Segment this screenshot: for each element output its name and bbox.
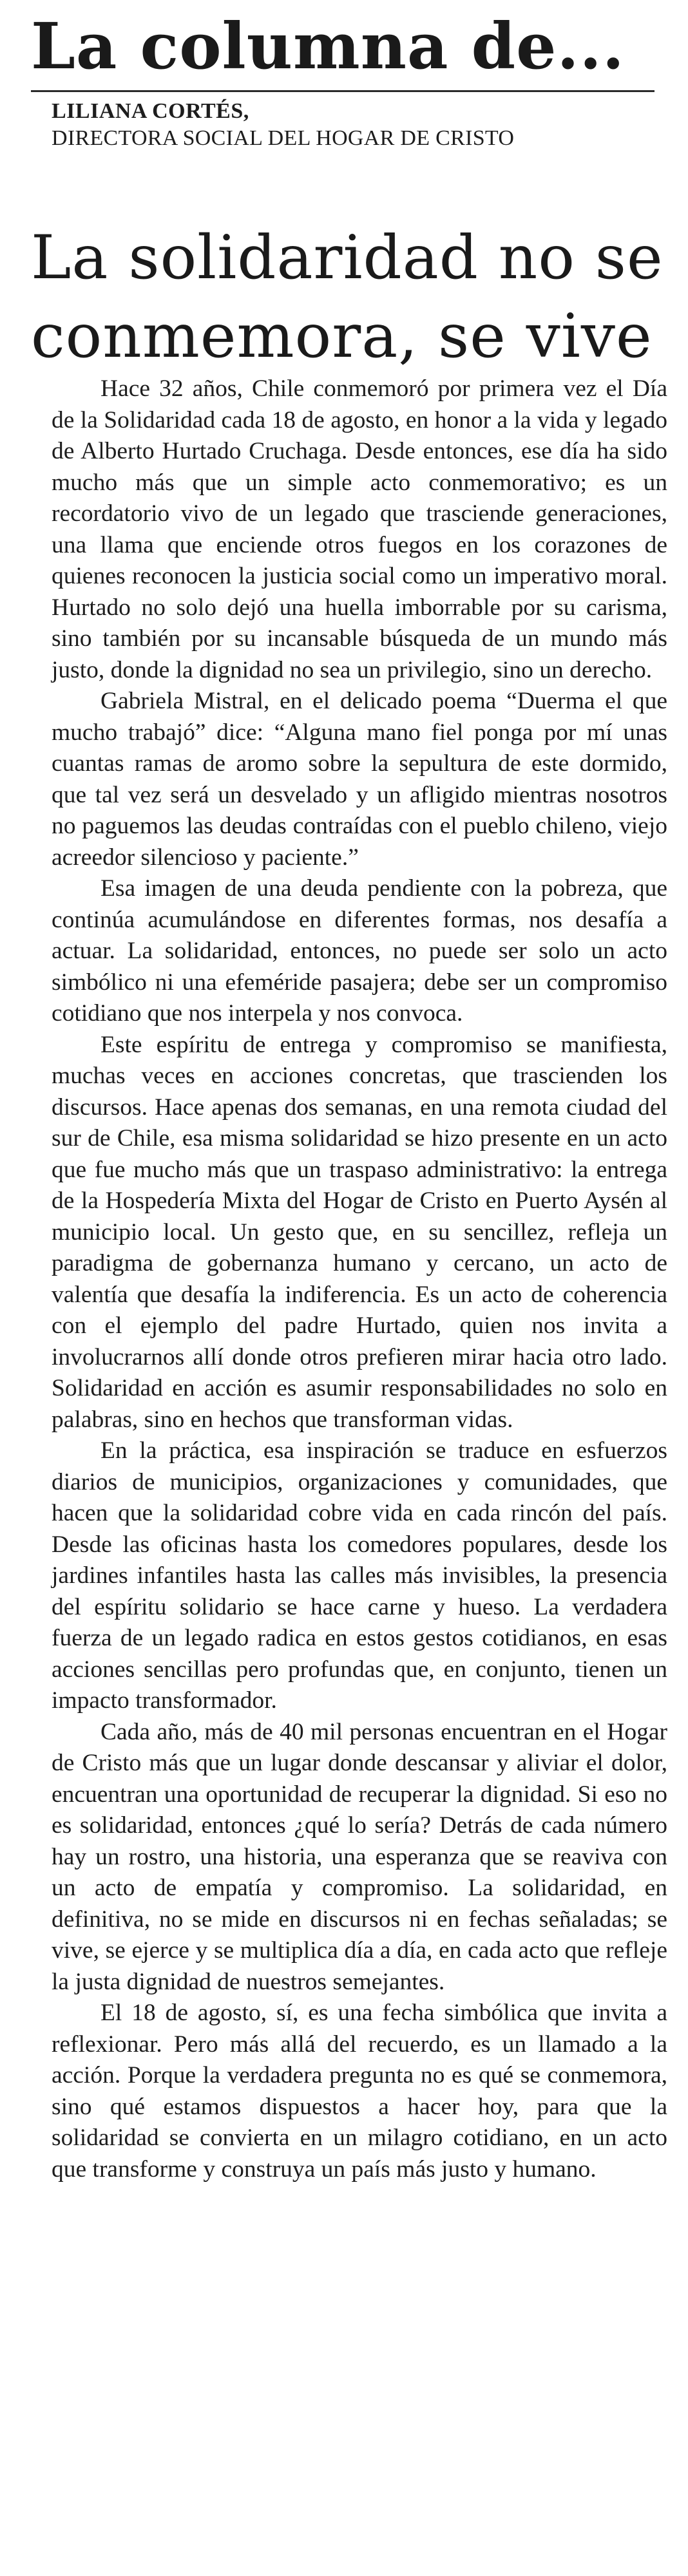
article-paragraph: Cada año, más de 40 mil personas encuentran en el Hogar de Cristo más que un lugar donde descansar y aliviar el dolor, encuentran una oportunidad de recuperar la dignidad. Si eso no es solidaridad, entonces ¿qué lo sería? Detrás de cada número hay un rostro, una historia, una esperanza que se reaviva con un acto de empatía y compromiso. La solidaridad, en definitiva, no se mide en discursos ni en fechas señaladas; se vive, se ejerce y se multiplica día a día, en cada acto que refleje la justa dignidad de nuestros semejantes. [52,1718,667,1995]
author-role: DIRECTORA SOCIAL DEL HOGAR DE CRISTO [52,126,515,150]
article-paragraph: Gabriela Mistral, en el delicado poema “Duerma el que mucho trabajó” dice: “Alguna mano fiel ponga por mí unas cuantas ramas de aromo sobre la sepultura de este dormido, que tal vez será un desvelado y un afligido mientras nosotros no paguemos las deudas contraídas con el pueblo chileno, viejo acreedor silencioso y paciente.” [52,688,667,871]
article-paragraph: Este espíritu de entrega y compromiso se manifiesta, muchas veces en acciones concretas, que trascienden los discursos. Hace apenas dos semanas, en una remota ciudad del sur de Chile, esa misma solidaridad se hizo presente en un acto que fue mucho más que un traspaso administrativo: la entrega de la Hospedería Mixta del Hogar de Cristo en Puerto Aysén al municipio local. Un gesto que, en su sencillez, refleja un paradigma de gobernanza humano y cercano, un acto de valentía que desafía la indiferencia. Es un acto de coherencia con el ejemplo del padre Hurtado, quien nos invita a involucrarnos allí donde otros prefieren mirar hacia otro lado. Solidaridad en acción es asumir responsabilidades no solo en palabras, sino en hechos que transforman vidas. [52,1031,667,1433]
column-section-title: La columna de... [31,10,625,84]
header-divider [31,90,655,92]
author-name: LILIANA CORTÉS, [52,99,249,123]
article-paragraph: Esa imagen de una deuda pendiente con la pobreza, que continúa acumulándose en diferentes formas, nos desafía a actuar. La solidaridad, entonces, no puede ser solo un acto simbólico ni una efeméride pasajera; debe ser un compromiso cotidiano que nos interpela y nos convoca. [52,875,667,1027]
section-header [31,12,675,82]
byline [52,98,631,152]
article-paragraph: En la práctica, esa inspiración se traduce en esfuerzos diarios de municipios, organizaciones y comunidades, que hacen que la solidaridad cobre vida en cada rincón del país. Desde las oficinas hasta los comedores populares, desde los jardines infantiles hasta las calles más invisibles, la presencia del espíritu solidario se hace carne y hueso. La verdadera fuerza de un legado radica en estos gestos cotidianos, en esas acciones sencillas pero profundas que, en conjunto, tienen un impacto transformador. [52,1437,667,1714]
article-body [52,374,667,2185]
article-headline: La solidaridad no se conmemora, se vive [31,223,664,372]
article-paragraph: El 18 de agosto, sí, es una fecha simbólica que invita a reflexionar. Pero más allá del recuerdo, es un llamado a la acción. Porque la verdadera pregunta no es qué se conmemora, sino qué estamos dispuestos a hacer hoy, para que la solidaridad se convierta en un milagro cotidiano, en un acto que transforme y construya un país más justo y humano. [52,2000,667,2183]
article-paragraph: Hace 32 años, Chile conmemoró por primera vez el Día de la Solidaridad cada 18 de agosto, en honor a la vida y legado de Alberto Hurtado Cruchaga. Desde entonces, ese día ha sido mucho más que un simple acto conmemorativo; es un recordatorio vivo de un legado que trasciende generaciones, una llama que enciende otros fuegos en los corazones de quienes reconocen la justicia social como un imperativo moral. Hurtado no solo dejó una huella imborrable por su carisma, sino también por su incansable búsqueda de un mundo más justo, donde la dignidad no sea un privilegio, sino un derecho. [52,375,667,683]
